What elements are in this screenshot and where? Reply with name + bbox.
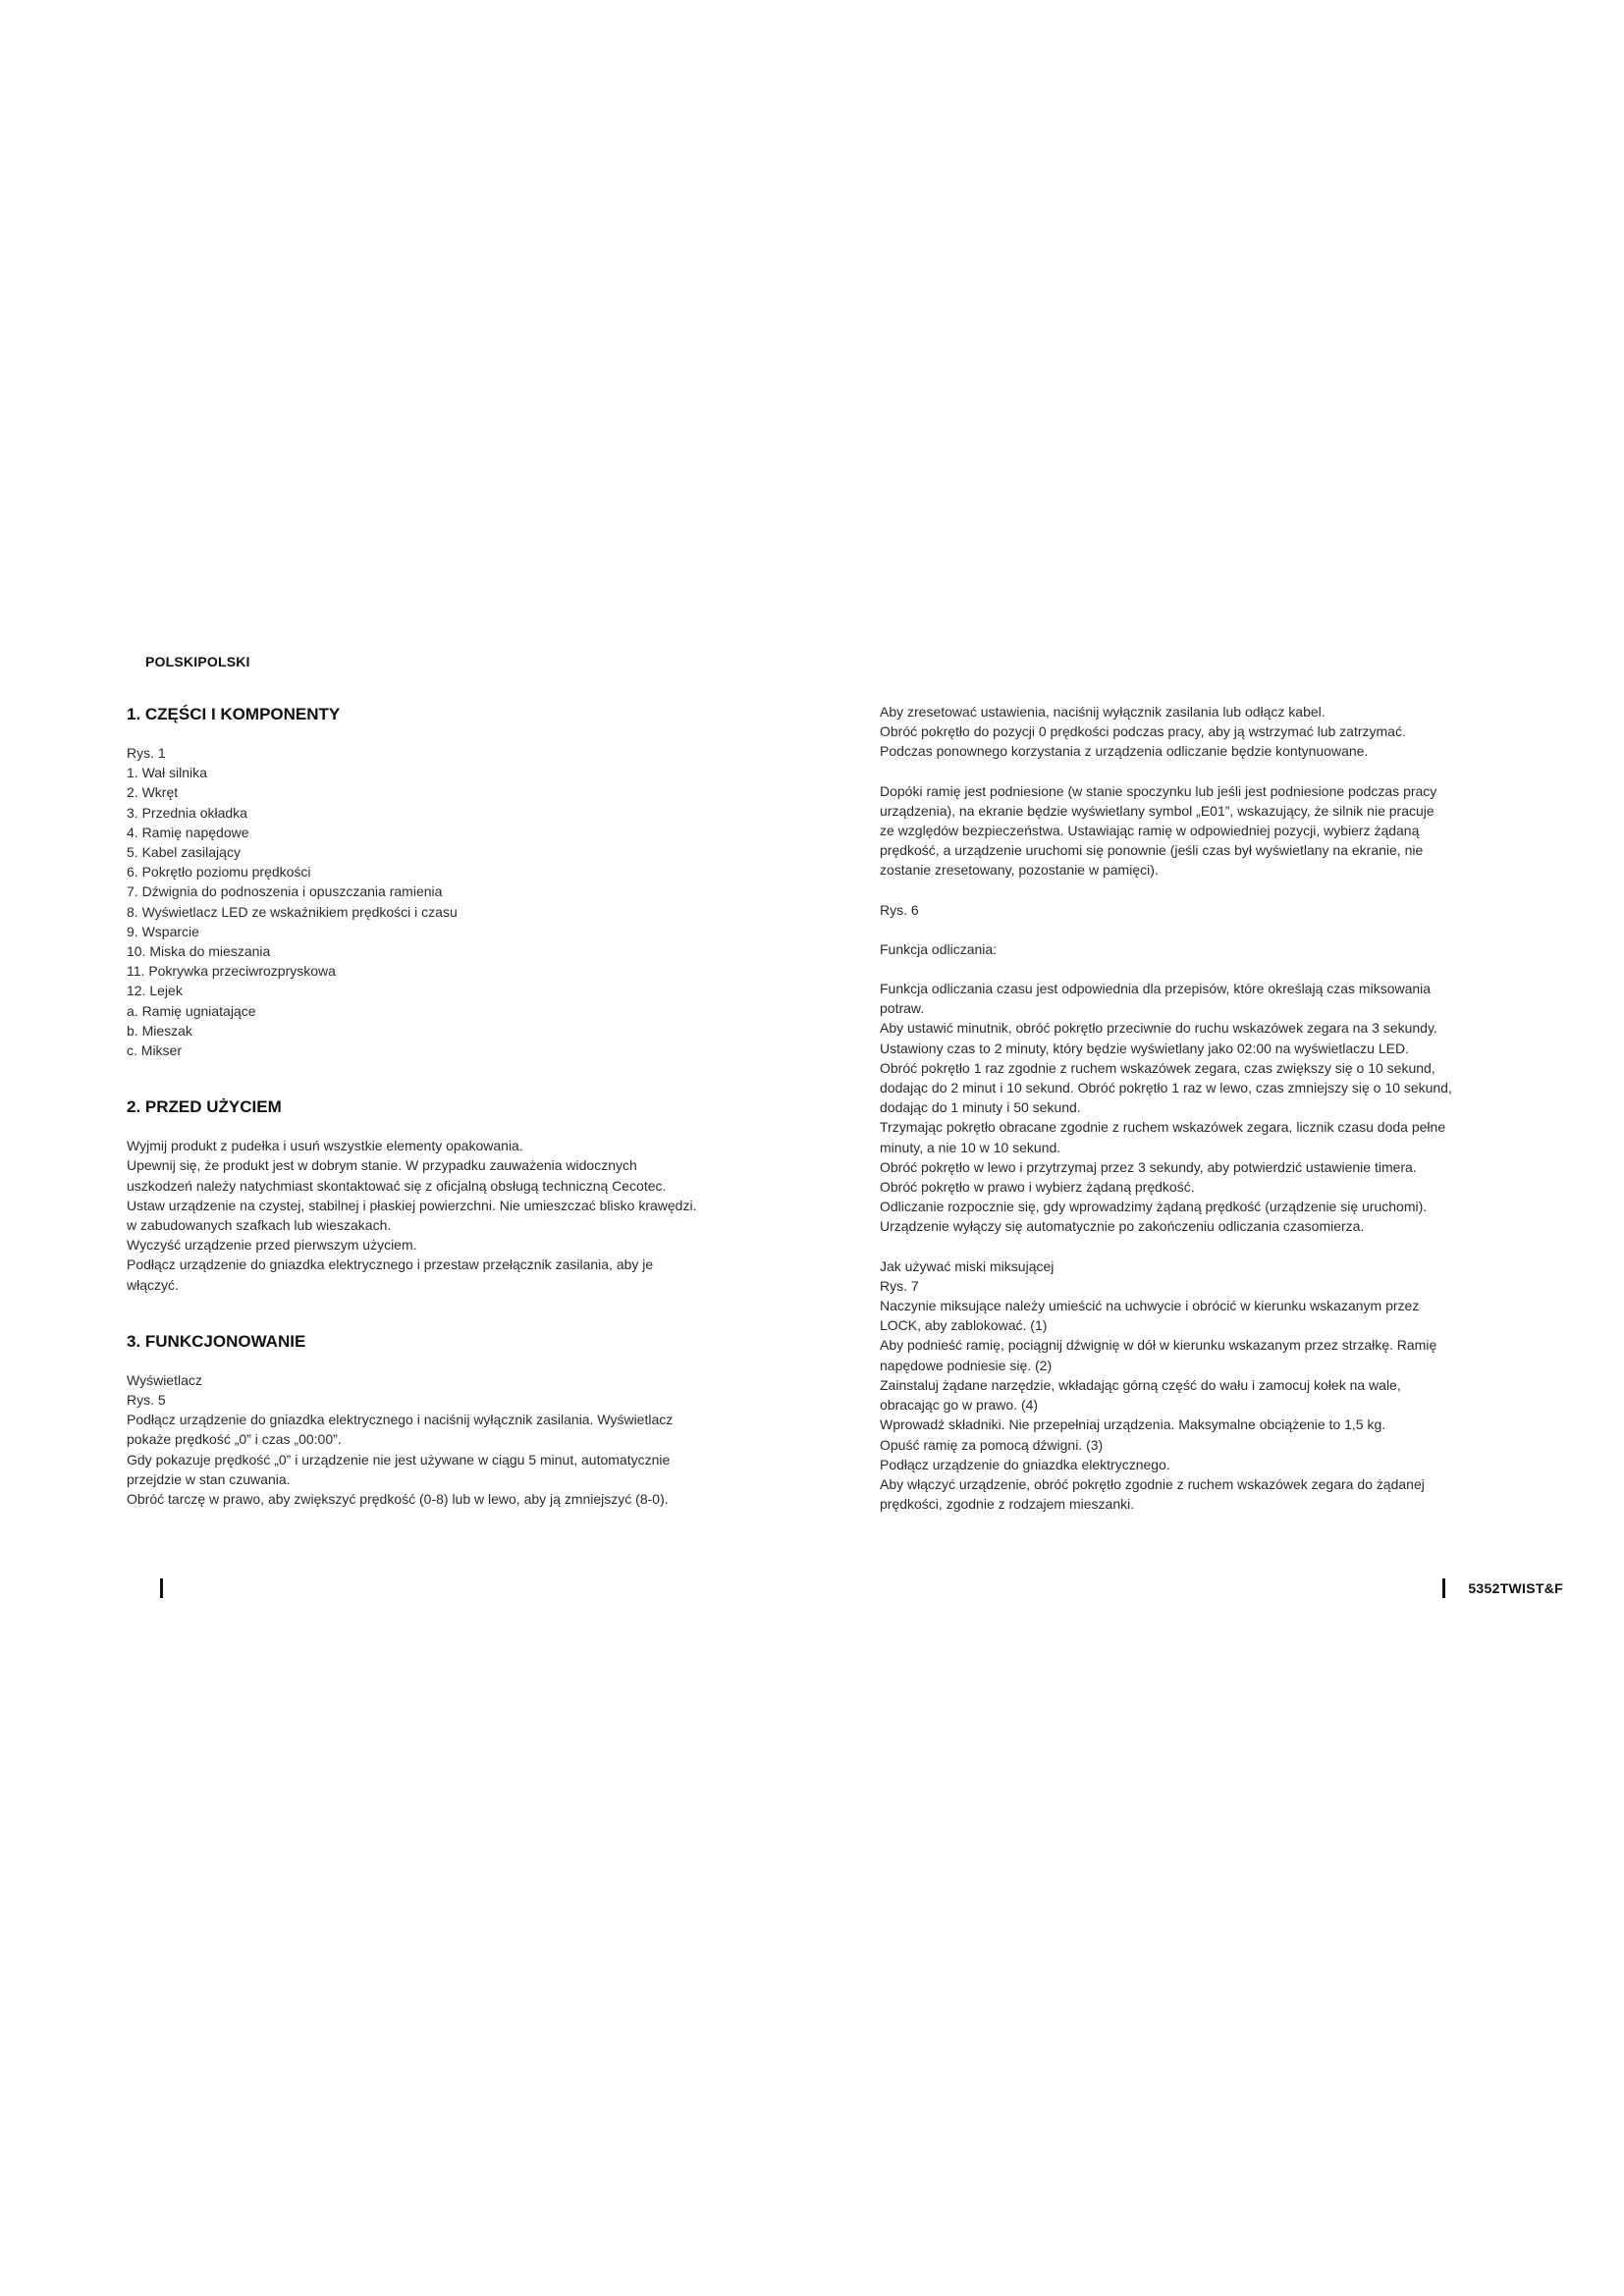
section2-body — [127, 1136, 745, 1295]
paragraph-line: Obróć tarczę w prawo, aby zwiększyć prędkość (0-8) lub w lewo, aby ją zmniejszyć (8-0). — [127, 1491, 669, 1508]
figure-label: Rys. 6 — [880, 901, 919, 918]
section3-body — [127, 1370, 745, 1509]
list-item: 10. Miska do mieszania — [127, 943, 271, 960]
section1-title: 1. CZĘŚCI I KOMPONENTY — [127, 705, 341, 723]
paragraph-line: Obróć pokrętło w prawo i wybierz żądaną prędkość. — [880, 1179, 1195, 1196]
paragraph-line: pokaże prędkość „0” i czas „00:00”. — [127, 1431, 342, 1448]
footer-right-bar — [1442, 1578, 1445, 1598]
list-item: 12. Lejek — [127, 983, 183, 999]
paragraph-line: Zainstaluj żądane narzędzie, wkładając górną część do wału i zamocuj kołek na wale, — [880, 1376, 1401, 1393]
section2-title: 2. PRZED UŻYCIEM — [127, 1097, 282, 1117]
paragraph-line: Rys. 5 — [127, 1392, 166, 1409]
countdown-block — [880, 979, 1489, 1237]
right-column — [880, 702, 1489, 1514]
paragraph-line: Gdy pokazuje prędkość „0” i urządzenie nie jest używane w ciągu 5 minut, automatycznie — [127, 1451, 671, 1468]
paragraph-line: Wprowadź składniki. Nie przepełniaj urządzenia. Maksymalne obciążenie to 1,5 kg. — [880, 1416, 1386, 1433]
paragraph-line: uszkodzeń należy natychmiast skontaktować się z oficjalną obsługą techniczną Cecotec. — [127, 1177, 667, 1194]
paragraph-line: Wyjmij produkt z pudełka i usuń wszystkie elementy opakowania. — [127, 1138, 523, 1154]
paragraph-line: Podłącz urządzenie do gniazdka elektrycznego i naciśnij wyłącznik zasilania. Wyświetlacz — [127, 1412, 674, 1428]
paragraph-line: Obróć pokrętło 1 raz zgodnie z ruchem wskazówek zegara, czas zwiększy się o 10 sekund, — [880, 1059, 1435, 1076]
paragraph-line: Podłącz urządzenie do gniazdka elektrycznego i przestaw przełącznik zasilania, aby je — [127, 1256, 654, 1273]
list-item: 11. Pokrywka przeciwrozpryskowa — [127, 963, 336, 980]
countdown-title: Funkcja odliczania: — [880, 940, 998, 957]
paragraph-line: minuty, a nie 10 w 10 sekund. — [880, 1139, 1061, 1155]
paragraph-line: napędowe podniesie się. (2) — [880, 1357, 1053, 1373]
list-item: 2. Wkręt — [127, 784, 179, 801]
paragraph-line: urządzenia), na ekranie będzie wyświetlany symbol „E01”, wskazujący, że silnik nie pracuje — [880, 802, 1435, 819]
footer-model: 5352TWIST&F — [1468, 1580, 1563, 1596]
paragraph-line: prędkości, zgodnie z rodzajem mieszanki. — [880, 1496, 1135, 1513]
paragraph-line: Upewnij się, że produkt jest w dobrym stanie. W przypadku zauważenia widocznych — [127, 1157, 637, 1174]
paragraph-line: dodając do 1 minuty i 50 sekund. — [880, 1099, 1081, 1116]
section3-title: 3. FUNKCJONOWANIE — [127, 1331, 306, 1351]
paragraph-line: prędkość, a urządzenie uruchomi się ponownie (jeśli czas był wyświetlany na ekranie, nie — [880, 842, 1424, 859]
paragraph-line: w zabudowanych szafkach lub wieszakach. — [127, 1217, 392, 1234]
paragraph-line: Wyczyść urządzenie przed pierwszym użyciem. — [127, 1237, 417, 1254]
list-item: 5. Kabel zasilający — [127, 844, 241, 861]
paragraph-line: włączyć. — [127, 1276, 179, 1293]
section1-figure: Rys. 1 — [127, 745, 166, 761]
paragraph-line: Trzymając pokrętło obracane zgodnie z ruchem wskazówek zegara, licznik czasu doda pełne — [880, 1119, 1446, 1136]
footer-left-bar — [160, 1578, 163, 1598]
paragraph-line: Aby zresetować ustawienia, naciśnij wyłącznik zasilania lub odłącz kabel. — [880, 704, 1326, 720]
list-item: 3. Przednia okładka — [127, 804, 247, 821]
reset-block — [880, 702, 1489, 762]
paragraph-line: Aby włączyć urządzenie, obróć pokrętło zgodnie z ruchem wskazówek zegara do żądanej — [880, 1475, 1425, 1492]
paragraph-line: potraw. — [880, 1000, 925, 1017]
paragraph-line: Aby podnieść ramię, pociągnij dźwignię w dół w kierunku wskazanym przez strzałkę. Ramię — [880, 1337, 1437, 1354]
paragraph-line: zostanie zresetowany, pozostanie w pamięci). — [880, 862, 1159, 879]
paragraph-line: Rys. 7 — [880, 1277, 919, 1294]
paragraph-line: Urządzenie wyłączy się automatycznie po zakończeniu odliczania czasomierza. — [880, 1218, 1365, 1235]
paragraph-line: ze względów bezpieczeństwa. Ustawiając ramię w odpowiedniej pozycji, wybierz żądaną — [880, 823, 1420, 839]
paragraph-line: Obróć pokrętło do pozycji 0 prędkości podczas pracy, aby ją wstrzymać lub zatrzymać. — [880, 723, 1406, 740]
parts-list — [127, 763, 745, 1060]
paragraph-line: Podczas ponownego korzystania z urządzenia odliczanie będzie kontynuowane. — [880, 743, 1369, 760]
header-language: POLSKIPOLSKI — [145, 654, 250, 669]
left-column — [127, 705, 745, 1509]
paragraph-line: Opuść ramię za pomocą dźwigni. (3) — [880, 1436, 1104, 1453]
list-item: 7. Dźwignia do podnoszenia i opuszczania ramienia — [127, 883, 443, 900]
paragraph-line: Odliczanie rozpocznie się, gdy wprowadzimy żądaną prędkość (urządzenie się uruchomi). — [880, 1199, 1428, 1215]
mixing-bowl-block — [880, 1256, 1489, 1515]
paragraph-line: Podłącz urządzenie do gniazdka elektrycznego. — [880, 1456, 1170, 1472]
paragraph-line: przejdzie w stan czuwania. — [127, 1470, 291, 1487]
paragraph-line: Naczynie miksujące należy umieścić na uchwycie i obrócić w kierunku wskazanym przez — [880, 1298, 1420, 1314]
paragraph-line: Dopóki ramię jest podniesione (w stanie spoczynku lub jeśli jest podniesione podczas pracy — [880, 782, 1437, 799]
paragraph-line: Obróć pokrętło w lewo i przytrzymaj przez 3 sekundy, aby potwierdzić ustawienie timera. — [880, 1158, 1417, 1175]
paragraph-line: Aby ustawić minutnik, obróć pokrętło przeciwnie do ruchu wskazówek zegara na 3 sekundy. — [880, 1020, 1437, 1037]
paragraph-line: obracając go w prawo. (4) — [880, 1397, 1039, 1414]
list-item: 6. Pokrętło poziomu prędkości — [127, 864, 311, 881]
list-item: b. Mieszak — [127, 1022, 192, 1039]
paragraph-line: LOCK, aby zablokować. (1) — [880, 1317, 1048, 1334]
paragraph-line: Ustaw urządzenie na czystej, stabilnej i płaskiej powierzchni. Nie umieszczać blisko krawędzi. — [127, 1197, 697, 1213]
list-item: 4. Ramię napędowe — [127, 824, 249, 840]
paragraph-line: dodając do 2 minut i 10 sekund. Obróć pokrętło 1 raz w lewo, czas zmniejszy się o 10 sekund, — [880, 1080, 1452, 1096]
list-item: 9. Wsparcie — [127, 923, 199, 939]
list-item: c. Mikser — [127, 1042, 182, 1059]
list-item: 1. Wał silnika — [127, 765, 207, 781]
paragraph-line: Wyświetlacz — [127, 1371, 202, 1388]
paragraph-line: Ustawiony czas to 2 minuty, który będzie wyświetlany jako 02:00 na wyświetlaczu LED. — [880, 1040, 1409, 1056]
list-item: 8. Wyświetlacz LED ze wskaźnikiem prędkości i czasu — [127, 903, 458, 920]
arm-raised-block — [880, 781, 1489, 881]
paragraph-line: Jak używać miski miksującej — [880, 1257, 1055, 1274]
list-item: a. Ramię ugniatające — [127, 1002, 256, 1019]
paragraph-line: Funkcja odliczania czasu jest odpowiednia dla przepisów, które określają czas miksowania — [880, 981, 1432, 997]
